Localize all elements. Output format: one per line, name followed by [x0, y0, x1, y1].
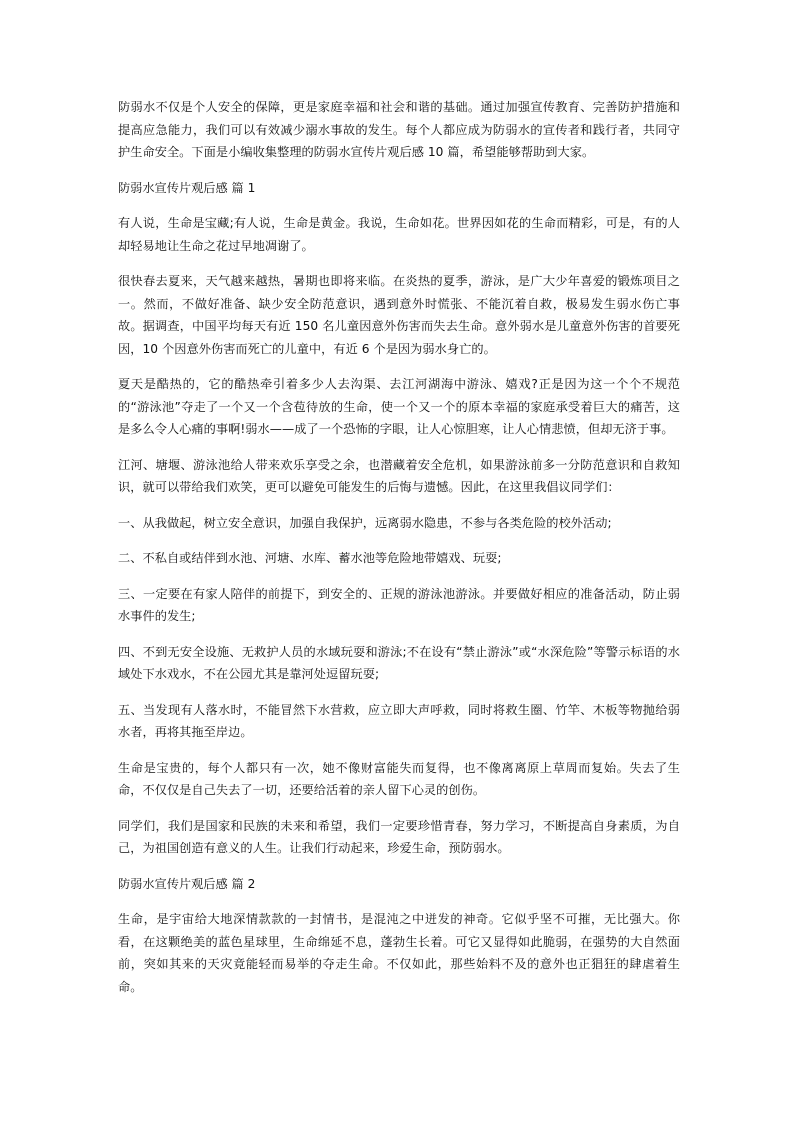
paragraph: 有人说，生命是宝藏;有人说，生命是黄金。我说，生命如花。世界因如花的生命而精彩，可是，有的人却轻易地让生命之花过早地凋谢了。: [118, 216, 680, 253]
list-item: 四、不到无安全设施、无救护人员的水域玩耍和游泳;不在设有“禁止游泳”或“水深危险”等警示标语的水域处下水戏水，不在公园尤其是靠河处逗留玩耍;: [118, 644, 680, 681]
paragraph: 很快春去夏来，天气越来越热，暑期也即将来临。在炎热的夏季，游泳，是广大少年喜爱的锻炼项目之一。然而，不做好准备、缺少安全防范意识，遇到意外时慌张、不能沉着自救，极易发生弱水伤亡事故。据调查，中国平均每天有近 150 名儿童因意外伤害而失去生命。意外弱水是儿童意外伤害的首要死因，10 个因意外伤害而死亡的儿童中，有近 6 个是因为弱水身亡的。: [118, 274, 680, 356]
section-heading-2: 防弱水宣传片观后感 篇 2: [118, 876, 256, 891]
list-item: 五、当发现有人落水时，不能冒然下水营救，应立即大声呼救，同时将救生圈、竹竿、木板等物抛给弱水者，再将其拖至岸边。: [118, 702, 680, 739]
list-item: 一、从我做起，树立安全意识，加强自我保护，远离弱水隐患，不参与各类危险的校外活动;: [118, 515, 612, 530]
list-item: 二、不私自或结伴到水池、河塘、水库、蓄水池等危险地带嬉戏、玩耍;: [118, 551, 502, 565]
list-item: 三、一定要在有家人陪伴的前提下，到安全的、正规的游泳池游泳。并要做好相应的准备活动，防止弱水事件的发生;: [118, 586, 680, 623]
paragraph: 江河、塘堰、游泳池给人带来欢乐享受之余，也潜藏着安全危机，如果游泳前多一分防范意识和自救知识，就可以带给我们欢笑，更可以避免可能发生的后悔与遗憾。因此，在这里我倡议同学们：: [118, 457, 680, 494]
paragraph: 生命是宝贵的，每个人都只有一次，她不像财富能失而复得，也不像离离原上草周而复始。失去了生命，不仅仅是自己失去了一切，还要给活着的亲人留下心灵的创伤。: [118, 760, 680, 797]
paragraph: 生命，是宇宙给大地深情款款的一封情书，是混沌之中迸发的神奇。它似乎坚不可摧，无比强大。你看，在这颗绝美的蓝色星球里，生命绵延不息，蓬勃生长着。可它又显得如此脆弱，在强势的大自然面前，突如其来的天灾竟能轻而易举的夺走生命。不仅如此，那些始料不及的意外也正猖狂的肆虐着生命。: [118, 912, 680, 994]
paragraph: 夏天是酷热的，它的酷热牵引着多少人去沟渠、去江河湖海中游泳、嬉戏?正是因为这一个个不规范的“游泳池”夺走了一个又一个含苞待放的生命，使一个又一个的原本幸福的家庭承受着巨大的痛苦，这是多么令人心痛的事啊!弱水——成了一个恐怖的字眼，让人心惊胆寒，让人心情悲愤，但却无济于事。: [118, 377, 680, 436]
document-page: [118, 96, 680, 1011]
paragraph: 同学们，我们是国家和民族的未来和希望，我们一定要珍惜青春，努力学习，不断提高自身素质，为自己，为祖国创造有意义的人生。让我们行动起来，珍爱生命，预防弱水。: [118, 818, 680, 855]
section-heading-1: 防弱水宣传片观后感 篇 1: [118, 180, 256, 195]
intro-paragraph: 防弱水不仅是个人安全的保障，更是家庭幸福和社会和谐的基础。通过加强宣传教育、完善防护措施和提高应急能力，我们可以有效减少溺水事故的发生。每个人都应成为防弱水的宣传者和践行者，共同守护生命安全。下面是小编收集整理的防弱水宣传片观后感 10 篇，希望能够帮助到大家。: [118, 100, 680, 159]
